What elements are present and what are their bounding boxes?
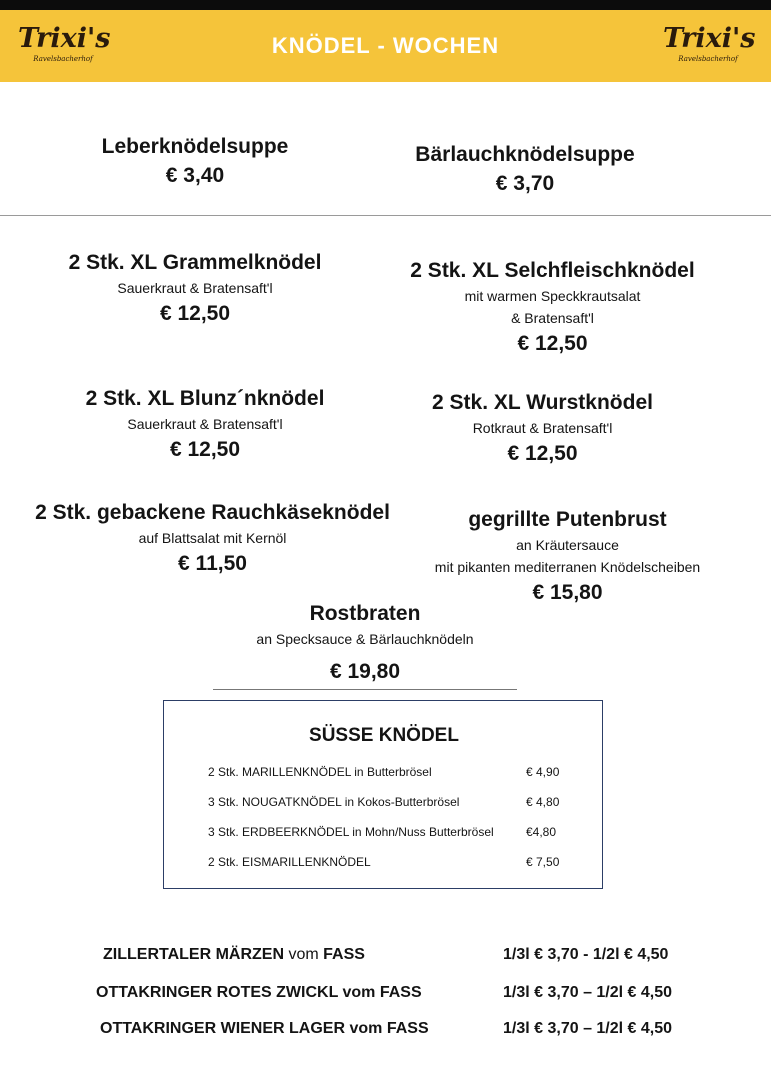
dish-name: 2 Stk. XL Grammelknödel bbox=[68, 251, 322, 274]
beer-row bbox=[0, 980, 771, 1006]
dish-price: € 11,50 bbox=[178, 552, 247, 575]
sweet-item-name: 2 Stk. MARILLENKNÖDEL in Butterbrösel bbox=[208, 765, 432, 779]
dish-description: auf Blattsalat mit Kernöl bbox=[138, 530, 287, 546]
logo-wordmark: Trixi's bbox=[18, 23, 111, 54]
sweet-item bbox=[208, 821, 568, 843]
dish-name: 2 Stk. XL Wurstknödel bbox=[432, 391, 653, 414]
beer-name: OTTAKRINGER ROTES ZWICKL vom FASS bbox=[96, 984, 422, 1001]
dish-price: € 12,50 bbox=[507, 442, 578, 465]
soup-item bbox=[385, 141, 665, 199]
sweet-item-name: 3 Stk. NOUGATKNÖDEL in Kokos-Butterbrösel bbox=[208, 795, 460, 809]
sweet-item-price: € 7,50 bbox=[526, 855, 560, 869]
section-divider bbox=[0, 215, 771, 216]
beer-brand: ZILLERTALER MÄRZEN bbox=[103, 946, 285, 963]
header-banner bbox=[0, 10, 771, 82]
beer-price: 1/3l € 3,70 – 1/2l € 4,50 bbox=[503, 1020, 673, 1037]
dish-description: Sauerkraut & Bratensaft'l bbox=[127, 416, 283, 432]
beer-tail: FASS bbox=[323, 946, 365, 963]
sweet-item-name: 2 Stk. EISMARILLENKNÖDEL bbox=[208, 855, 371, 869]
soup-price: € 3,40 bbox=[165, 164, 225, 187]
dish-description: an Kräutersauce bbox=[516, 537, 619, 553]
dish-name: gegrillte Putenbrust bbox=[468, 508, 667, 531]
beer-name: OTTAKRINGER WIENER LAGER vom FASS bbox=[100, 1020, 429, 1037]
beer-price: 1/3l € 3,70 – 1/2l € 4,50 bbox=[503, 984, 673, 1001]
dish-description: Rotkraut & Bratensaft'l bbox=[472, 420, 613, 436]
page-title: KNÖDEL - WOCHEN bbox=[271, 33, 500, 58]
logo-right bbox=[663, 23, 756, 74]
dish-price: € 12,50 bbox=[169, 438, 241, 461]
sweet-item bbox=[208, 791, 568, 813]
beer-row bbox=[0, 1016, 771, 1042]
dish-description: mit pikanten mediterranen Knödelscheiben bbox=[434, 559, 701, 575]
dish-price: € 12,50 bbox=[517, 332, 588, 355]
sweet-section-title: SÜSSE KNÖDEL bbox=[309, 725, 459, 746]
dish-name: Rostbraten bbox=[309, 602, 421, 625]
dish-description: an Specksauce & Bärlauchknödeln bbox=[256, 631, 474, 647]
menu-item bbox=[385, 389, 700, 469]
sweet-item-name: 3 Stk. ERDBEERKNÖDEL in Mohn/Nuss Butterbrösel bbox=[208, 825, 494, 839]
dish-price: € 19,80 bbox=[329, 660, 401, 683]
menu-item bbox=[15, 385, 395, 465]
menu-item bbox=[405, 506, 730, 608]
menu-item bbox=[15, 249, 375, 329]
sweet-dumplings-box bbox=[163, 700, 603, 889]
logo-wordmark: Trixi's bbox=[663, 23, 756, 54]
dish-name: 2 Stk. gebackene Rauchkäseknödel bbox=[35, 501, 390, 524]
dish-description: & Bratensaft'l bbox=[511, 310, 594, 326]
soup-price: € 3,70 bbox=[495, 172, 555, 195]
top-edge-bar bbox=[0, 0, 771, 10]
dish-name: 2 Stk. XL Selchfleischknödel bbox=[410, 259, 695, 282]
dish-price: € 12,50 bbox=[159, 302, 231, 325]
menu-item bbox=[215, 600, 515, 687]
dish-price: € 15,80 bbox=[532, 581, 603, 604]
dish-name: 2 Stk. XL Blunz´nknödel bbox=[85, 387, 325, 410]
logo-subtitle: Ravelsbacherhof bbox=[678, 55, 738, 63]
dish-description: mit warmen Speckkrautsalat bbox=[464, 288, 641, 304]
beer-name bbox=[103, 942, 365, 968]
sweet-item bbox=[208, 761, 568, 783]
dish-description: Sauerkraut & Bratensaft'l bbox=[117, 280, 273, 296]
sweet-item-price: €4,80 bbox=[526, 825, 557, 839]
logo-subtitle: Ravelsbacherhof bbox=[33, 55, 93, 63]
beer-connector: vom bbox=[288, 946, 319, 963]
soup-name: Leberknödelsuppe bbox=[101, 135, 289, 158]
beer-price: 1/3l € 3,70 - 1/2l € 4,50 bbox=[503, 946, 669, 963]
menu-item bbox=[10, 499, 415, 579]
sweet-item bbox=[208, 851, 568, 873]
beer-row bbox=[0, 942, 771, 968]
sweet-item-price: € 4,90 bbox=[526, 765, 560, 779]
section-divider bbox=[213, 689, 517, 690]
soup-item bbox=[60, 133, 330, 191]
soup-name: Bärlauchknödelsuppe bbox=[415, 143, 635, 166]
menu-item bbox=[365, 257, 740, 359]
sweet-item-price: € 4,80 bbox=[526, 795, 560, 809]
